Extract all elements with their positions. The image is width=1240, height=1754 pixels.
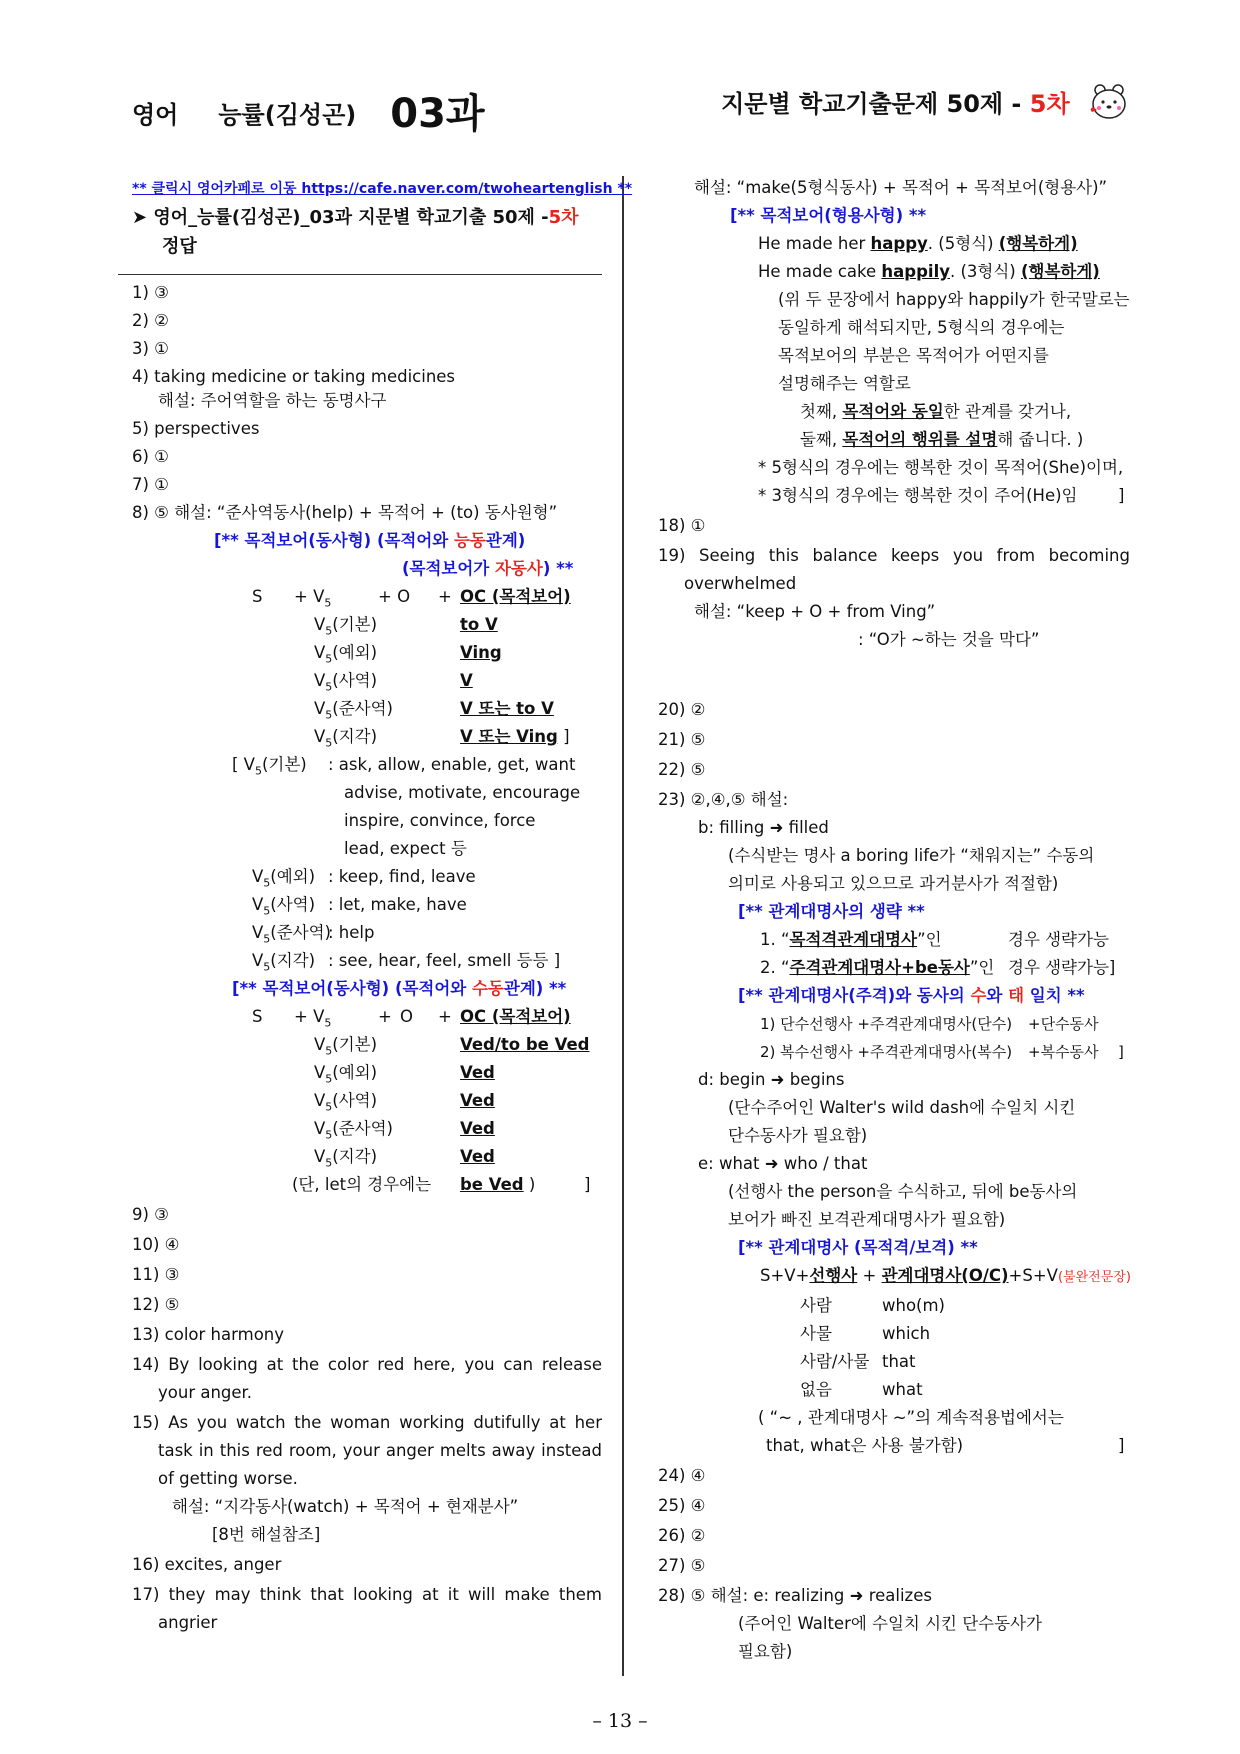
- answer-18: 18) ①: [658, 516, 706, 535]
- answer-1: 1) ③: [132, 283, 169, 302]
- answer-26: 26) ②: [658, 1526, 706, 1545]
- answer-12: 12) ⑤: [132, 1295, 180, 1314]
- answer-17-note: 해설: “make(5형식동사) + 목적어 + 목적보어(형용사)”: [694, 178, 1108, 197]
- textbook: 능률(김성곤): [218, 101, 357, 129]
- formula2-row-1: S + $V_5$ + O + OC (목적보어): [252, 1007, 571, 1030]
- grammar-box-2-title: [** 목적보어(동사형) (목적어와 수동관계) **: [232, 979, 567, 998]
- answer-22: 22) ⑤: [658, 760, 706, 779]
- answer-4-note: 해설: 주어역할을 하는 동명사구: [158, 391, 387, 410]
- answer-11: 11) ③: [132, 1265, 180, 1284]
- answer-15-note: 해설: “지각동사(watch) + 목적어 + 현재분사”: [172, 1497, 519, 1516]
- verb-list-perception: $V_5$(지각) : see, hear, feel, smell 등등 ]: [252, 951, 561, 974]
- answer-6: 6) ①: [132, 447, 169, 466]
- formula-row-semi-causative: $V_5$(준사역) V 또는 to V: [314, 699, 554, 722]
- example-5th: He made her happy. (5형식) (행복하게): [758, 234, 1078, 253]
- section-round: 5차: [548, 207, 579, 228]
- lesson-number: 03과: [390, 91, 485, 137]
- answer-5: 5) perspectives: [132, 419, 260, 438]
- verb-list-causative: $V_5$(사역) : let, make, have: [252, 895, 467, 918]
- answer-10: 10) ④: [132, 1235, 180, 1254]
- answer-17: 17) they may think that looking at it will make them: [132, 1585, 602, 1604]
- grammar-box-1-sub: (목적보어가 자동사) **: [402, 559, 574, 578]
- answer-3: 3) ①: [132, 339, 169, 358]
- left-column: ** 클릭시 영어카페로 이동 https://cafe.naver.com/twoheartenglish ** ➤ 영어_능률(김성곤)_03과 지문별 학교기출 50제 -5차 정답 1) ③ 2) ② 3) ① 4) taking medicine or taking medicines 해설: 주어역할을 하는 동명사구 5) perspectives 6) ① 7) ① 8) ⑤ 해설: “준사역동사(help) + 목적어 + (to) 동사원형” [** 목적보어(동사형) (목적어와 능동관계) (목적보어가 자동사) ** S + $V_5$ + O + OC (목적보어) $V_5$(기본) to V $V_5$(예외) Ving $V_5$(사역) V $V_5$(준사역) V 또는 to V $V_5$(지각) V 또는 Ving ] [ $V_5$(기본) : ask, allow, enable, get, want advise, motivate, encourage inspire, convince, force lead, expect 등 $V_5$(예외) : keep, find, leave $V_5$(사역) : let, make, have $V_5$(준사역) : help $V_5$(지각) : see, hear, feel, smell 등등 ] [** 목적보어(동사형) (목적어와 수동관계) ** S + $V_5$ + O + OC (목적보어) $V_5$(기본) Ved/to be Ved $V_5$(예외) Ved $V_5$(사역) Ved $V_5$(준사역) Ved $V_5$(지각) Ved (단, let의 경우에는 be Ved ) ] 9) ③ 10) ④ 11) ③ 12) ⑤ 13) color harmony 14) By looking at the color red here, you can release your anger. 15) As you watch the woman working dutifully at her task in this red room, your anger melts away instead of getting worse. 해설: “지각동사(watch) + 목적어 + 현재분사” [8번 해설참조] 16) excites, anger 17) they may think that looking at it will make them angrier: [132, 181, 633, 1632]
- answer-15: 15) As you watch the woman working dutifully at her: [132, 1413, 602, 1432]
- answer-19: 19) Seeing this balance keeps you from becoming: [658, 546, 1130, 565]
- answer-25: 25) ④: [658, 1496, 706, 1515]
- answer-23: 23) ②,④,⑤ 해설:: [658, 790, 789, 809]
- column-divider: [622, 176, 624, 1676]
- formula-row-causative: $V_5$(사역) V: [314, 671, 473, 694]
- answer-4: 4) taking medicine or taking medicines: [132, 367, 456, 386]
- header-round: 5차: [1029, 90, 1070, 118]
- header-left: [132, 82, 485, 139]
- formula-row-1: S + $V_5$ + O + OC (목적보어): [252, 587, 571, 610]
- relative-formula: S+V+선행사 + 관계대명사(O/C)+S+V(불완전문장): [760, 1266, 1131, 1285]
- grammar-box-3-title: [** 목적보어(형용사형) **: [730, 206, 927, 225]
- answer-2: 2) ②: [132, 311, 169, 330]
- answer-21: 21) ⑤: [658, 730, 706, 749]
- header-title: 지문별 학교기출문제 50제 -: [721, 90, 1022, 118]
- formula2-let-note: (단, let의 경우에는 be Ved ) ]: [292, 1175, 591, 1194]
- verb-list-semi-causative: $V_5$(준사역) : help: [252, 923, 375, 946]
- answer-24: 24) ④: [658, 1466, 706, 1485]
- answer-16: 16) excites, anger: [132, 1555, 282, 1574]
- grammar-box-6-title: [** 관계대명사 (목적격/보격) **: [738, 1238, 978, 1257]
- note-first: 첫째, 목적어와 동일한 관계를 갖거나,: [800, 402, 1072, 421]
- answer-9: 9) ③: [132, 1205, 169, 1224]
- formula-row-perception: $V_5$(지각) V 또는 Ving ]: [314, 727, 570, 750]
- answer-14: 14) By looking at the color red here, you can release: [132, 1355, 602, 1374]
- grammar-box-5-title: [** 관계대명사(주격)와 동사의 수와 태 일치 **: [738, 986, 1085, 1005]
- example-3rd: He made cake happily. (3형식) (행복하게): [758, 262, 1100, 281]
- subject: 영어: [132, 101, 179, 129]
- formula-row-basic: $V_5$(기본) to V: [314, 615, 498, 638]
- answer-7: 7) ①: [132, 475, 169, 494]
- verb-list-basic: [ $V_5$(기본) : ask, allow, enable, get, want: [232, 755, 576, 778]
- bear-mascot-icon: [1088, 82, 1130, 122]
- answer-27: 27) ⑤: [658, 1556, 706, 1575]
- note-second: 둘째, 목적어의 행위를 설명해 줍니다. ): [800, 430, 1084, 449]
- section-answer-label: 정답: [162, 236, 197, 257]
- verb-list-exception: $V_5$(예외) : keep, find, leave: [252, 867, 476, 890]
- answer-8: 8) ⑤ 해설: “준사역동사(help) + 목적어 + (to) 동사원형”: [132, 503, 558, 522]
- right-column: 해설: “make(5형식동사) + 목적어 + 목적보어(형용사)” [** 목적보어(형용사형) ** He made her happy. (5형식) (행복하게) He made cake happily. (3형식) (행복하게) (위 두 문장에서 happy와 happily가 한국말로는 동일하게 해석되지만, 5형식의 경우에는 목적보어의 부분은 목적어가 어떤지를 설명해주는 역할로 첫째, 목적어와 동일한 관계를 갖거나, 둘째, 목적어의 행위를 설명해 줍니다. ) * 5형식의 경우에는 행복한 것이 목적어(She)이며, * 3형식의 경우에는 행복한 것이 주어(He)임 ] 18) ① 19) Seeing this balance keeps you from becoming overwhelmed 해설: “keep + O + from Ving” : “O가 ~하는 것을 막다” 20) ② 21) ⑤ 22) ⑤ 23) ②,④,⑤ 해설: b: filling ➜ filled (수식받는 명사 a boring life가 “채워지는” 수동의 의미로 사용되고 있으므로 과거분사가 적절함) [** 관계대명사의 생략 ** 1. “목적격관계대명사”인 경우 생략가능 2. “주격관계대명사+be동사”인 경우 생략가능] [** 관계대명사(주격)와 동사의 수와 태 일치 ** 1) 단수선행사 +주격관계대명사(단수) +단수동사 2) 복수선행사 +주격관계대명사(복수) +복수동사 ] d: begin ➜ begins (단수주어인 Walter's wild dash에 수일치 시킨 단수동사가 필요함) e: what ➜ who / that (선행사 the person을 수식하고, 뒤에 be동사의 보어가 빠진 보격관계대명사가 필요함) [** 관계대명사 (목적격/보격) ** S+V+선행사 + 관계대명사(O/C)+S+V(불완전문장) 사람 who(m) 사물 which 사람/사물 that 없음 what ( “~ , 관계대명사 ~”의 계속적용법에서는 that, what은 사용 불가함) ] 24) ④ 25) ④ 26) ② 27) ⑤ 28) ⑤ 해설: e: realizing ➜ realizes (주어인 Walter에 수일치 시킨 단수동사가 필요함): [658, 174, 1130, 1666]
- cafe-link[interactable]: ** 클릭시 영어카페로 이동 https://cafe.naver.com/twoheartenglish **: [132, 181, 633, 197]
- answer-13: 13) color harmony: [132, 1325, 285, 1344]
- answer-28: 28) ⑤ 해설: e: realizing ➜ realizes: [658, 1586, 932, 1605]
- header-right: [721, 82, 1130, 122]
- page-number: – 13 –: [592, 1710, 648, 1732]
- grammar-box-1-title: [** 목적보어(동사형) (목적어와 능동관계): [214, 531, 526, 550]
- section-title: ➤ 영어_능률(김성곤)_03과 지문별 학교기출 50제 -: [132, 207, 549, 228]
- answer-20: 20) ②: [658, 700, 706, 719]
- grammar-box-4-title: [** 관계대명사의 생략 **: [738, 902, 925, 921]
- formula-row-exception: $V_5$(예외) Ving: [314, 643, 502, 666]
